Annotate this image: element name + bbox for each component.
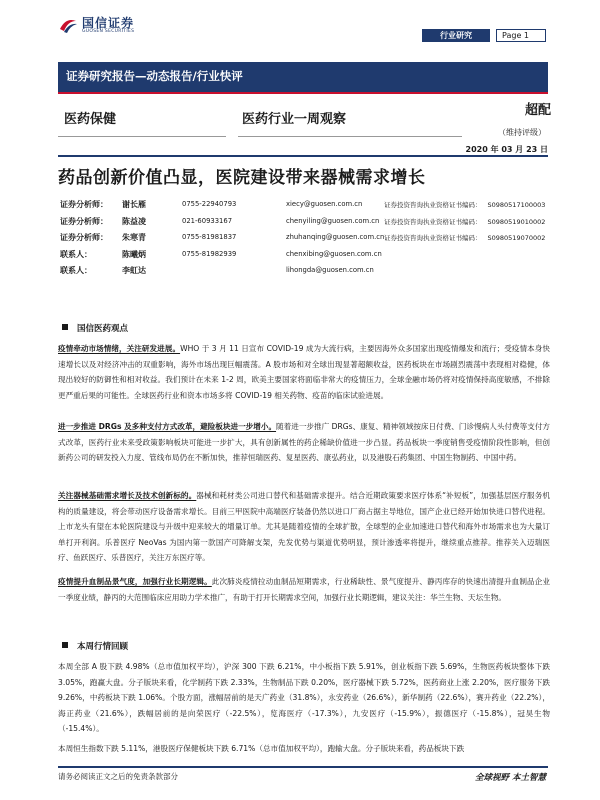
- page-title: 药品创新价值凸显，医院建设带来器械需求增长: [58, 168, 426, 188]
- logo-mark-icon: [58, 15, 78, 35]
- paragraph-lead: 进一步推进 DRGs 及多种支付方式改革，避险板块进一步增小。: [58, 422, 277, 431]
- contact-name: 陈曦炳: [122, 249, 146, 259]
- license-number: S0980517100003: [487, 201, 546, 209]
- square-bullet-icon: [62, 324, 68, 330]
- report-series-title: 医药行业一周观察: [238, 103, 462, 137]
- paragraph-epidemic: [58, 341, 550, 403]
- page-number: Page 1: [496, 29, 546, 42]
- analyst-email[interactable]: zhuhanqing@guosen.com.cn: [286, 233, 385, 241]
- section-heading-views: [58, 322, 548, 336]
- analyst-row: [58, 232, 558, 249]
- contact-role: 联系人：: [60, 266, 92, 275]
- analyst-role: 证券分析师：: [60, 200, 108, 209]
- contact-name: 李虹达: [122, 266, 146, 275]
- contact-email[interactable]: lihongda@guosen.com.cn: [286, 266, 374, 274]
- section-title: 本周行情回顾: [77, 642, 129, 652]
- paragraph-devices: [58, 488, 550, 566]
- paragraph-body: WHO 于 3 月 11 日宣布 COVID-19 成为大流行病，主要因海外众多国家出现疫情爆发和流行；受疫情本身快速增长以及对经济冲击的双重影响，海外市场出现巨幅震荡。A 股市场和对全球出现显著超额收益，医药板块在市场剧烈震荡中表现相对稳健，体现出较好的防御性和相对收益。我们预计在未来 1-2 周，欧美主要国家将面临非常大的疫情压力，全球金融市场仍将对疫情保持高度敏感，不排除更严重后果的可能性。全球医药行业和资本市场多将 COVID-19 相关药物、疫苗的临床试验进展。: [58, 344, 550, 400]
- paragraph-body: 本周恒生指数下跌 5.11%，港股医疗保健板块下跌 6.71%（总市值加权平均），跑输大盘。分子版块来看，药品板块下跌: [58, 744, 465, 753]
- section-heading-weekly: [58, 640, 548, 654]
- license-label: 证券投资咨询执业资格证书编码：: [384, 201, 482, 209]
- rating: 超配: [525, 103, 552, 118]
- contact-phone: 0755-81982939: [182, 249, 237, 258]
- rating-note: （维持评级）: [498, 128, 546, 137]
- report-type-banner: 证券研究报告—动态报告/行业快评: [58, 62, 548, 92]
- contact-row: [58, 265, 558, 282]
- analyst-row: [58, 216, 558, 233]
- report-date: 2020 年 03 月 23 日: [465, 145, 548, 154]
- paragraph-a-share-review: [58, 659, 550, 737]
- paragraph-lead: 疫情牵动市场情绪，关注研发进展。: [58, 344, 181, 353]
- section-title: 国信医药观点: [77, 324, 129, 334]
- analyst-name: 陈益凌: [122, 216, 146, 226]
- paragraph-hk-review: [58, 741, 550, 757]
- analyst-license: [384, 200, 545, 209]
- analyst-name: 谢长雁: [122, 200, 146, 209]
- category-tag: 行业研究: [422, 29, 490, 42]
- analyst-role: 证券分析师：: [60, 216, 108, 226]
- logo-text-en: GUOSEN SECURITIES: [82, 29, 135, 34]
- paragraph-body: 本周全部 A 股下跌 4.98%（总市值加权平均），沪深 300 下跌 6.21%，中小板指下跌 5.91%，创业板指下跌 5.69%，生物医药板块整体下跌 3.05%，跑赢大盘。分子版块来看，化学制药下跌 2.33%，生物制品下跌 0.20%，医疗器械下跌 5.72%，医药商业上涨 2.20%，医疗服务下跌 9.26%，中药板块下跌 1.06%。个股方面，涨幅居前的是天广药业（31.8%），永安药业（26.6%），新华制药（22.6%），赛升药业（22.2%），海正药业（21.6%），跌幅居前的是向荣医疗（-22.5%），览海医疗（-17.3%），九安医疗（-15.9%），振德医疗（-15.8%），冠昊生物（-15.4%）。: [58, 662, 550, 734]
- paragraph-lead: 疫情提升血制品景气度，加强行业长期逻辑。: [58, 577, 212, 586]
- paragraph-blood-products: [58, 574, 550, 605]
- analyst-row: [58, 199, 558, 216]
- paragraph-body: 此次肺炎疫情拉动血制品短期需求，行业稀缺性、景气度提升、静丙库存的快速出清提升血制品企业一季度业绩，静丙的大范围临床应用助力学术推广，有助于打开长期需求空间，加强行业长期逻辑，建议关注：华兰生物、天坛生物。: [58, 577, 550, 602]
- banner-divider: [58, 92, 548, 94]
- contact-role: 联系人：: [60, 249, 92, 259]
- footer-divider: [58, 766, 548, 768]
- analyst-email[interactable]: chenyiling@guosen.com.cn: [286, 216, 380, 225]
- license-number: S0980519070002: [487, 234, 546, 242]
- analyst-phone: 021-60933167: [182, 216, 233, 225]
- paragraph-body: 随着进一步推广 DRGs、康复、精神领域按床日付费、门诊慢病人头付费等支付方式改革，医药行业未来受政策影响板块可能进一步扩大，具有创新属性的药企稀缺价值进一步凸显。药品板块一季度销售受疫情阶段性影响，但创新药公司的研发投入力度、管线布局仍在不断加快，推荐恒瑞医药、复星医药、康弘药业，以及港股石药集团、中国生物制药、中国中药。: [58, 422, 551, 463]
- analyst-license: [384, 217, 545, 226]
- guosen-logo: [58, 13, 168, 39]
- contact-email[interactable]: chenxibing@guosen.com.cn: [286, 249, 382, 258]
- contact-row: [58, 249, 558, 266]
- disclaimer-note: 请务必阅读正文之后的免责条款部分: [58, 772, 178, 781]
- analyst-phone: 0755-22940793: [182, 200, 237, 208]
- analyst-phone: 0755-81981837: [182, 233, 237, 241]
- analyst-role: 证券分析师：: [60, 233, 108, 242]
- footer-slogan: 全球视野 本土智慧: [475, 773, 546, 783]
- license-label: 证券投资咨询执业资格证书编码：: [384, 234, 482, 242]
- logo-text-cn: 国信证券: [82, 16, 135, 30]
- analyst-email[interactable]: xiecy@guosen.com.cn: [286, 200, 363, 208]
- square-bullet-icon: [62, 642, 68, 648]
- paragraph-body: 器械和耗材类公司进口替代和基础需求提升。结合近期政策要求医疗体系“补短板”，加强基层医疗服务机构的质量建设，将会带动医疗设备需求增长。目前三甲医院中高端医疗装备仍然以进口厂商占据主导地位，国产企业已经开始加快进口替代进程。上市龙头有望在本轮医院建设与升级中迎来较大的增量订单。尤其是随着疫情的全球扩散，全球型的企业加速进口替代和海外市场需求也为大量订单打开利润。乐普医疗 NeoVas 为国内第一款国产可降解支架，先发优势与渠道优势明显，预计渗透率将提升，继续重点推荐。推荐关入迈瑞医疗、鱼跃医疗、乐普医疗，关注万东医疗等。: [58, 491, 550, 563]
- license-number: S0980519010002: [487, 217, 546, 226]
- analyst-list: [58, 199, 558, 282]
- license-label: 证券投资咨询执业资格证书编码：: [384, 217, 482, 226]
- paragraph-drgs: [58, 419, 550, 466]
- paragraph-lead: 关注器械基础需求增长及技术创新标的。: [58, 491, 197, 500]
- date-bar: [58, 147, 548, 157]
- analyst-license: [384, 233, 545, 242]
- analyst-name: 朱寒青: [122, 233, 146, 242]
- sector-label: 医药保健: [58, 103, 226, 137]
